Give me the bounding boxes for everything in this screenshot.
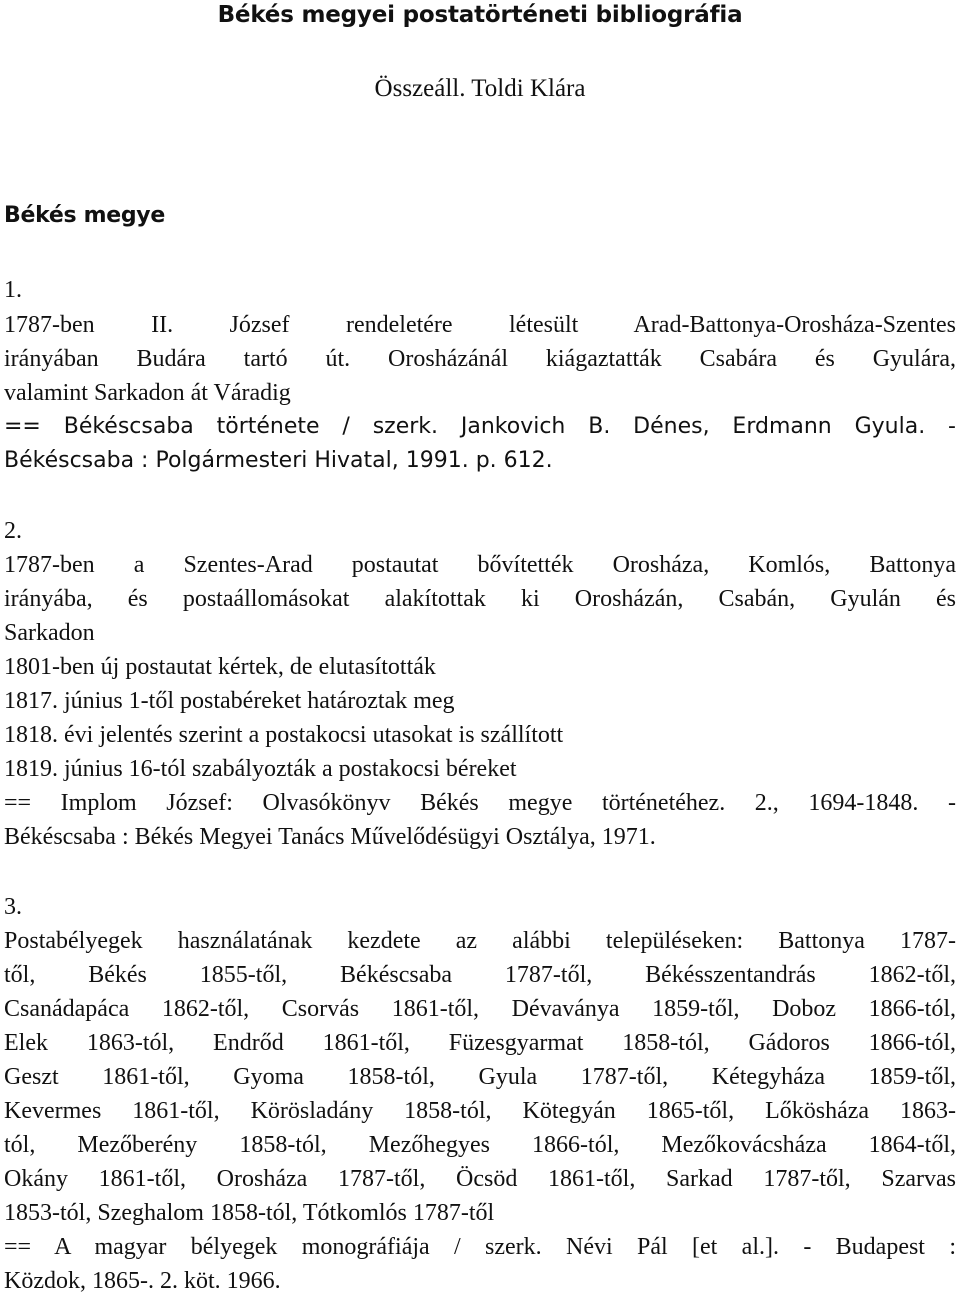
- entry-line: Csanádapáca 1862-től, Csorvás 1861-től, Dévaványa 1859-től, Doboz 1866-tól,: [4, 996, 956, 1022]
- entry-line: 1787-ben II. József rendeletére létesült Arad-Battonya-Orosháza-Szentes: [4, 312, 956, 338]
- compiler-line: Összeáll. Toldi Klára: [374, 75, 586, 102]
- entry-line: valamint Sarkadon át Váradig: [4, 380, 291, 406]
- entry-number: 1.: [4, 277, 22, 303]
- entry-line: Okány 1861-től, Orosháza 1787-től, Öcsöd 1861-től, Sarkad 1787-től, Szarvas: [4, 1166, 956, 1192]
- entry-line: Postabélyegek használatának kezdete az alábbi településeken: Battonya 1787-: [4, 928, 956, 954]
- document-title: Békés megyei postatörténeti bibliográfia: [217, 2, 743, 28]
- entry-line: 1801-ben új postautat kértek, de elutasították: [4, 654, 436, 680]
- entry-line: Geszt 1861-től, Gyoma 1858-tól, Gyula 1787-től, Kétegyháza 1859-től,: [4, 1064, 956, 1090]
- citation-line: == A magyar bélyegek monográfiája / szerk. Névi Pál [et al.]. - Budapest :: [4, 1234, 956, 1260]
- entry-line: 1787-ben a Szentes-Arad postautat bővítették Orosháza, Komlós, Battonya: [4, 552, 956, 578]
- entry-line: 1853-tól, Szeghalom 1858-tól, Tótkomlós 1787-től: [4, 1200, 495, 1226]
- entry-line: től, Békés 1855-től, Békéscsaba 1787-től, Békésszentandrás 1862-től,: [4, 962, 956, 988]
- entry-line: 1817. június 1-től postabéreket határoztak meg: [4, 688, 455, 714]
- citation-line: Közdok, 1865-. 2. köt. 1966.: [4, 1268, 281, 1294]
- citation-line: Békéscsaba : Polgármesteri Hivatal, 1991. p. 612.: [4, 448, 553, 473]
- citation-line: == Békéscsaba története / szerk. Jankovich B. Dénes, Erdmann Gyula. -: [4, 414, 956, 439]
- entry-line: Kevermes 1861-től, Körösladány 1858-tól, Kötegyán 1865-től, Lőkösháza 1863-: [4, 1098, 956, 1124]
- entry-line: Elek 1863-tól, Endrőd 1861-től, Füzesgyarmat 1858-tól, Gádoros 1866-tól,: [4, 1030, 956, 1056]
- entry-line: irányába, és postaállomásokat alakítottak ki Orosházán, Csabán, Gyulán és: [4, 586, 956, 612]
- entry-line: irányában Budára tartó út. Orosházánál kiágaztatták Csabára és Gyulára,: [4, 346, 956, 372]
- entry-number: 2.: [4, 518, 22, 544]
- entry-line: 1818. évi jelentés szerint a postakocsi utasokat is szállított: [4, 722, 564, 748]
- section-heading: Békés megye: [4, 203, 165, 228]
- entry-line: tól, Mezőberény 1858-tól, Mezőhegyes 1866-tól, Mezőkovácsháza 1864-től,: [4, 1132, 956, 1158]
- entry-line: 1819. június 16-tól szabályozták a postakocsi béreket: [4, 756, 517, 782]
- citation-line: == Implom József: Olvasókönyv Békés megye történetéhez. 2., 1694-1848. -: [4, 790, 956, 816]
- entry-number: 3.: [4, 894, 22, 920]
- entry-line: Sarkadon: [4, 620, 95, 646]
- citation-line: Békéscsaba : Békés Megyei Tanács Művelődésügyi Osztálya, 1971.: [4, 824, 656, 850]
